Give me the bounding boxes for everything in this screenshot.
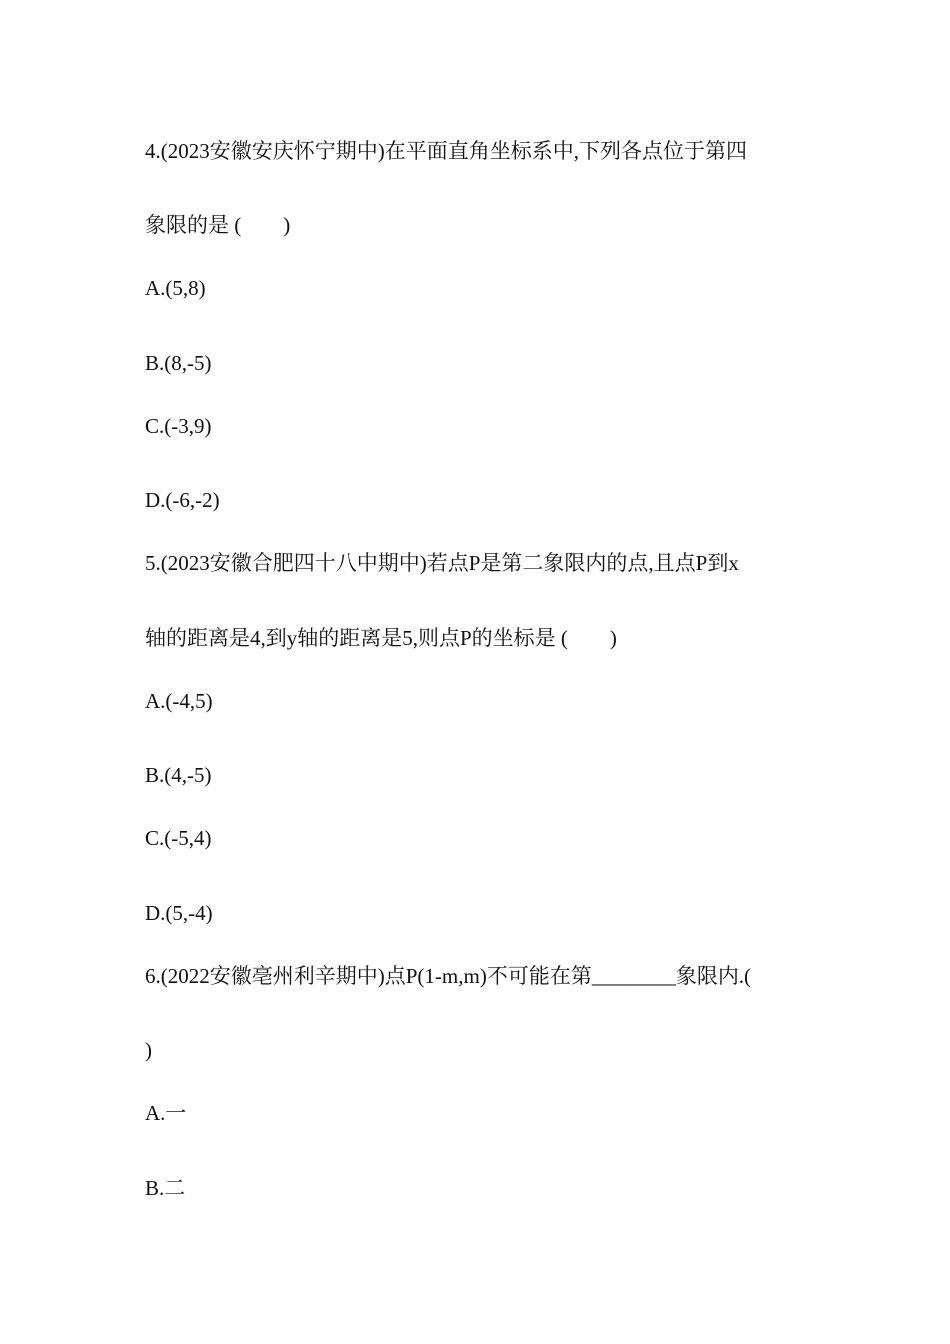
question-4-stem-line-2: 象限的是 ( ): [145, 213, 291, 237]
question-5-stem-line-2: 轴的距离是4,到y轴的距离是5,则点P的坐标是 ( ): [145, 626, 617, 650]
question-5-option-c: C.(-5,4): [145, 826, 212, 850]
question-4-option-d: D.(-6,-2): [145, 488, 220, 512]
question-6-option-a: A.一: [145, 1101, 187, 1125]
question-6-stem-line-1: 6.(2022安徽亳州利辛期中)点P(1-m,m)不可能在第________象限内.(: [145, 964, 752, 988]
question-4-option-b: B.(8,-5): [145, 351, 212, 375]
question-6-stem-line-2: ): [145, 1038, 152, 1062]
question-4-option-a: A.(5,8): [145, 276, 206, 300]
question-4-stem-line-1: 4.(2023安徽安庆怀宁期中)在平面直角坐标系中,下列各点位于第四: [145, 139, 747, 163]
question-5-option-b: B.(4,-5): [145, 763, 212, 787]
question-6-option-b: B.二: [145, 1176, 186, 1200]
question-5-option-a: A.(-4,5): [145, 689, 213, 713]
question-4-option-c: C.(-3,9): [145, 414, 212, 438]
question-5-option-d: D.(5,-4): [145, 901, 213, 925]
question-5-stem-line-1: 5.(2023安徽合肥四十八中期中)若点P是第二象限内的点,且点P到x: [145, 551, 739, 575]
